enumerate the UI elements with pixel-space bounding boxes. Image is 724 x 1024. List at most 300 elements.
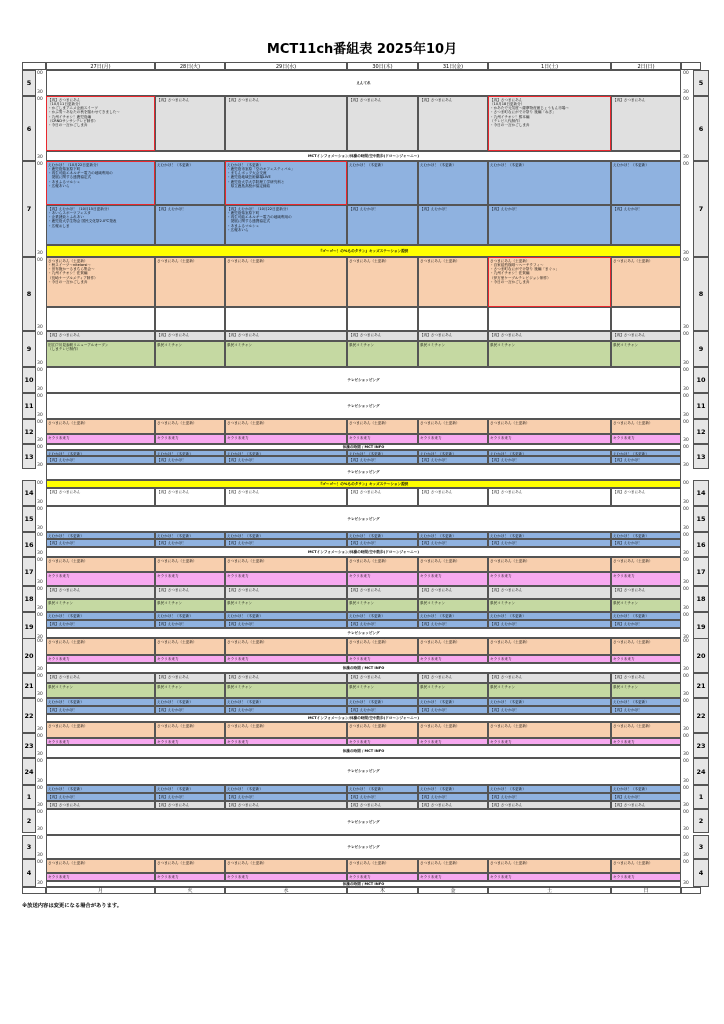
program-cell: 【再】えむかほ！: [611, 456, 681, 464]
program-cell: 【再】えむかほ！: [488, 205, 611, 245]
program-cell: 【再】さつまにあん: [225, 673, 347, 683]
hour-label-left: 6: [22, 96, 36, 161]
program-cell: さつまにあん（土更新）: [611, 557, 681, 572]
program-cell: 【再】さつまにあん: [488, 488, 611, 506]
program-cell: キラリ未来力: [418, 738, 488, 745]
minute-label: 30: [37, 881, 43, 886]
minute-label: 00: [683, 639, 689, 644]
day-footer: 水: [225, 887, 347, 894]
hour-label-left: 19: [22, 612, 36, 641]
program-cell: えむかほ！（木更新）: [46, 532, 155, 539]
program-cell: さつまにあん（土更新）: [418, 557, 488, 572]
program-full-row: テレビショッピング: [46, 464, 681, 480]
hour-label-left: 11: [22, 393, 36, 419]
program-cell: 【再】えむかほ！: [418, 793, 488, 801]
minute-label: 30: [683, 881, 689, 886]
program-cell: さつまにあん（土更新）: [347, 257, 418, 307]
program-full-row: MCTインフォメーション/体操の時間/空中散歩(ドローンジャーニー): [46, 714, 681, 722]
minute-label: 30: [37, 361, 43, 366]
program-cell: 【再】さつまにあん: [46, 673, 155, 683]
minute-label: 30: [37, 463, 43, 468]
program-cell: 【再】さつまにあん: [418, 586, 488, 599]
minute-label: 30: [37, 752, 43, 757]
minute-label: 30: [37, 551, 43, 556]
program-cell: 県民コミチャン: [155, 599, 225, 612]
program-cell: えむかほ！（木更新）: [418, 612, 488, 620]
minute-label: 00: [37, 332, 43, 337]
hour-label-left: 2: [22, 809, 36, 833]
program-full-row: 体操の時間 / MCT INFO: [46, 881, 681, 887]
minute-label: 00: [37, 587, 43, 592]
program-cell: 【再】えむかほ！: [347, 539, 418, 547]
program-cell: 【再】えむかほ！: [347, 706, 418, 714]
program-cell: さつまにあん（土更新）: [347, 419, 418, 434]
hour-label-left: 5: [22, 70, 36, 96]
program-cell: 【再】えむかほ！: [418, 706, 488, 714]
program-cell: 【再】さつまにあん: [611, 801, 681, 809]
program-cell: 【再】さつまにあん: [46, 488, 155, 506]
minute-label: 00: [37, 674, 43, 679]
program-cell: 【再】えむかほ！: [347, 793, 418, 801]
minute-label: 30: [683, 692, 689, 697]
program-cell: キラリ未来力: [611, 873, 681, 881]
hour-label-left: 18: [22, 586, 36, 612]
program-cell: さつまにあん（土更新）: [155, 859, 225, 873]
program-full-row: 体操の時間 / MCT INFO: [46, 663, 681, 673]
program-cell: えむかほ！（木更新）: [611, 532, 681, 539]
program-cell: キラリ未来力: [611, 655, 681, 663]
hour-label-left: 20: [22, 638, 36, 673]
minute-label: 30: [683, 155, 689, 160]
hour-label-left: 16: [22, 532, 36, 557]
minute-label: 00: [683, 420, 689, 425]
program-cell: 【再】さつまにあん: [155, 331, 225, 341]
minute-label: 30: [37, 325, 43, 330]
hour-label-right: 1: [693, 785, 709, 809]
hour-label-right: 17: [693, 557, 709, 586]
program-cell: 【再】えむかほ！: [488, 793, 611, 801]
hour-label-right: 15: [693, 506, 709, 532]
program-cell: えむかほ！（木更新）: [488, 532, 611, 539]
hour-label-right: 7: [693, 161, 709, 257]
program-cell: さつまにあん（土更新）: [611, 859, 681, 873]
hour-label-left: 8: [22, 257, 36, 331]
page-title: MCT11ch番組表 2025年10月: [266, 42, 458, 57]
program-cell: さつまにあん（土更新）: [225, 419, 347, 434]
program-cell: さつまにあん（土更新）: [347, 722, 418, 738]
minute-label: 00: [37, 481, 43, 486]
program-cell: 【再】えむかほ！: [225, 706, 347, 714]
minute-label: 00: [683, 587, 689, 592]
program-cell: さつまにあん（土更新）: [46, 859, 155, 873]
program-cell: 【再】えむかほ！: [46, 620, 155, 628]
program-full-row: テレビショッピング: [46, 367, 681, 393]
minute-label: 00: [683, 332, 689, 337]
footer-corner: [22, 887, 46, 894]
minute-label: 00: [683, 674, 689, 679]
program-cell: さつまにあん（土更新）: [418, 722, 488, 738]
program-cell: 【再】えむかほ！: [418, 205, 488, 245]
program-cell: 県民コミチャン: [418, 341, 488, 367]
program-cell: 【再】さつまにあん: [155, 801, 225, 809]
hour-label-right: 20: [693, 638, 709, 673]
minute-label: 30: [37, 635, 43, 640]
program-cell: えむかほ！（木更新）: [155, 698, 225, 706]
hour-label-left: 12: [22, 419, 36, 444]
program-cell: [611, 307, 681, 331]
program-cell: さつまにあん（土更新） ・秋スイーツ～nitelarsi～ ・田布施かーるまちら集会～ ・九州イチオシ！佐賀編 （長崎ケーブルメディア制作） ・今日の一言かごしま弁: [46, 257, 155, 307]
minute-label: 00: [37, 368, 43, 373]
program-cell: さつまにあん（土更新）: [488, 557, 611, 572]
minute-label: 30: [683, 325, 689, 330]
program-full-row: MCTインフォメーション/体操の時間/空中散歩(ドローンジャーニー): [46, 547, 681, 557]
program-cell: 【再】さつまにあん: [155, 488, 225, 506]
program-cell: さつまにあん（土更新）: [347, 859, 418, 873]
minute-label: 00: [37, 507, 43, 512]
program-cell: さつまにあん（土更新）: [418, 859, 488, 873]
hour-label-left: 23: [22, 733, 36, 758]
program-cell: 【再】えむかほ！: [488, 706, 611, 714]
minute-label: 00: [37, 810, 43, 815]
program-full-row: 『ゴーゴー！の%ものタウン』キッズステーション提供: [46, 245, 681, 257]
program-cell: キラリ未来力: [155, 738, 225, 745]
program-cell: 【再】さつまにあん: [611, 488, 681, 506]
minute-label: 30: [37, 606, 43, 611]
program-cell: 【再】えむかほ！: [611, 539, 681, 547]
program-cell: えむかほ！（木更新）: [155, 612, 225, 620]
program-cell: [488, 307, 611, 331]
program-cell: キラリ未来力: [488, 572, 611, 586]
program-cell: キラリ未来力: [225, 434, 347, 444]
program-cell: 【再】えむかほ！: [225, 793, 347, 801]
program-cell: えむかほ！（木更新）: [488, 785, 611, 793]
minute-label: 30: [683, 580, 689, 585]
program-cell: 県民コミチャン: [155, 683, 225, 698]
day-header: 27日(月): [46, 62, 155, 70]
program-cell: さつまにあん（土更新）: [347, 638, 418, 655]
program-cell: 【再】さつまにあん （10月18日更新分） ・かあたで元気度～薩摩物産館じょうもん市場～ ・さつま町なにがでけ祭り 後編「ねぎ」 ・九州イチオシ！熊本編 （テレビ八代制作） ・今日の一言かごしま弁: [488, 96, 611, 151]
hour-label-left: 22: [22, 698, 36, 733]
program-cell: さつまにあん（土更新）: [418, 257, 488, 307]
hour-label-right: 24: [693, 758, 709, 785]
program-cell: キラリ未来力: [347, 434, 418, 444]
program-cell: 【再】えむかほ！: [46, 706, 155, 714]
footer-corner-right: [681, 887, 701, 894]
program-cell: さつまにあん（土更新）: [488, 859, 611, 873]
minute-label: 30: [37, 526, 43, 531]
program-cell: 【再】さつまにあん: [611, 673, 681, 683]
program-cell: キラリ未来力: [46, 738, 155, 745]
minute-label: 30: [683, 251, 689, 256]
minute-label: 30: [683, 438, 689, 443]
program-cell: キラリ未来力: [347, 655, 418, 663]
program-cell: [347, 307, 418, 331]
program-cell: えむかほ！（木更新）: [611, 450, 681, 456]
hour-label-right: 8: [693, 257, 709, 331]
program-cell: 【再】えむかほ！（10月22日更新分） ・鹿児島県室原下町 ・再生可能エネルギー電力の地域利用の 発展に関する連携協定式 ・あまふるマルシェ ・広報あいら: [225, 205, 347, 245]
program-cell: 県民コミチャン: [347, 341, 418, 367]
minute-label: 00: [37, 97, 43, 102]
minute-label: 00: [683, 810, 689, 815]
minute-label: 00: [37, 860, 43, 865]
program-cell: 【再】さつまにあん: [225, 801, 347, 809]
header-corner: [22, 62, 46, 70]
minute-label: 00: [37, 445, 43, 450]
program-cell: 【再】さつまにあん: [225, 96, 347, 151]
day-footer: 金: [418, 887, 488, 894]
program-cell: 県民コミチャン: [225, 341, 347, 367]
minute-label: 30: [683, 361, 689, 366]
program-cell: 【再】えむかほ！: [418, 620, 488, 628]
minute-label: 30: [37, 727, 43, 732]
minute-label: 00: [683, 699, 689, 704]
program-cell: さつまにあん（土更新）: [46, 557, 155, 572]
program-cell: 県民コミチャン: [418, 599, 488, 612]
program-cell: さつまにあん（土更新）: [46, 419, 155, 434]
program-cell: えむかほ！（木更新）: [488, 161, 611, 205]
program-cell: キラリ未来力: [488, 434, 611, 444]
program-cell: 【再】さつまにあん: [418, 488, 488, 506]
program-cell: キラリ未来力: [155, 572, 225, 586]
day-footer: 土: [488, 887, 611, 894]
program-cell: えむかほ！（木更新）: [155, 161, 225, 205]
program-cell: 【再】さつまにあん: [347, 801, 418, 809]
program-cell: さつまにあん（土更新）: [418, 419, 488, 434]
program-cell: 県民コミチャン: [611, 599, 681, 612]
program-cell: 県民コミチャン: [225, 683, 347, 698]
hour-label-right: 5: [693, 70, 709, 96]
program-cell: 【再】さつまにあん （10月11日更新分） ・かごしまアニメ企画スイーツ ・かぶ男～あなたの秋を賑わせてきました～ ・九州イチオシ！鹿児島編 （CRNDサンサンテレビ制作） ・今日の一言かごしま弁: [46, 96, 155, 151]
program-cell: 【再】さつまにあん: [225, 586, 347, 599]
minute-label: 00: [37, 394, 43, 399]
program-cell: 【再】さつまにあん: [611, 331, 681, 341]
minute-label: 30: [683, 727, 689, 732]
program-cell: キラリ未来力: [225, 738, 347, 745]
minute-label: 30: [683, 551, 689, 556]
minute-label: 30: [37, 853, 43, 858]
minute-label: 00: [37, 258, 43, 263]
day-footer: 火: [155, 887, 225, 894]
hour-label-right: 18: [693, 586, 709, 612]
hour-label-right: 21: [693, 673, 709, 698]
minute-label: 00: [683, 836, 689, 841]
program-cell: 県民コミチャン: [488, 341, 611, 367]
program-cell: キラリ未来力: [418, 572, 488, 586]
program-cell: 【再】さつまにあん: [418, 96, 488, 151]
minute-label: 00: [683, 507, 689, 512]
hour-label-left: 17: [22, 557, 36, 586]
program-cell: えむかほ！（木更新）: [488, 698, 611, 706]
minute-label: 00: [37, 71, 43, 76]
program-cell: 【再】さつまにあん: [46, 331, 155, 341]
program-cell: キラリ未来力: [488, 873, 611, 881]
program-cell: 【再】さつまにあん: [347, 331, 418, 341]
minute-label: 00: [683, 258, 689, 263]
program-cell: 県民コミチャン: [46, 683, 155, 698]
program-cell: えむかほ！（木更新）: [225, 785, 347, 793]
program-cell: 【再】えむかほ！: [347, 620, 418, 628]
minute-label: 00: [683, 445, 689, 450]
program-full-row: テレビショッピング: [46, 835, 681, 859]
minute-label: 00: [683, 613, 689, 618]
hour-label-right: 6: [693, 96, 709, 161]
program-cell: さつまにあん（土更新）: [611, 419, 681, 434]
program-cell: さつまにあん（土更新）: [155, 257, 225, 307]
program-cell: えむかほ！（木更新）: [611, 785, 681, 793]
program-cell: 県民コミチャン: [611, 683, 681, 698]
program-cell: キラリ未来力: [611, 572, 681, 586]
minute-label: 30: [37, 500, 43, 505]
minute-label: 00: [683, 71, 689, 76]
program-full-row: 体操の時間 / MCT INFO: [46, 444, 681, 450]
minute-label: 30: [37, 779, 43, 784]
hour-label-left: 14: [22, 480, 36, 506]
program-cell: 【再】えむかほ！: [418, 456, 488, 464]
program-cell: さつまにあん（土更新）: [225, 557, 347, 572]
program-cell: 【再】さつまにあん: [155, 673, 225, 683]
program-cell: えむかほ！（木更新）: [488, 450, 611, 456]
minute-label: 00: [37, 699, 43, 704]
program-cell: さつまにあん（土更新）: [225, 257, 347, 307]
program-cell: 【再】えむかほ！: [488, 620, 611, 628]
program-cell: さつまにあん（土更新）: [488, 638, 611, 655]
minute-label: 00: [683, 162, 689, 167]
program-cell: キラリ未来力: [155, 434, 225, 444]
program-cell: 【再】えむかほ！: [155, 456, 225, 464]
minute-label: 30: [37, 90, 43, 95]
program-cell: えむかほ！（木更新）: [155, 450, 225, 456]
hour-label-left: 1: [22, 785, 36, 809]
program-cell: 【再】さつまにあん: [611, 586, 681, 599]
program-cell: 【再】さつまにあん: [347, 96, 418, 151]
day-header: 30日(木): [347, 62, 418, 70]
minute-label: 30: [683, 606, 689, 611]
program-full-row: テレビショッピング: [46, 506, 681, 532]
program-cell: キラリ未来力: [418, 655, 488, 663]
hour-label-left: 13: [22, 444, 36, 469]
hour-label-right: 19: [693, 612, 709, 641]
hour-label-right: 12: [693, 419, 709, 444]
minute-label: 00: [683, 734, 689, 739]
hour-label-right: 16: [693, 532, 709, 557]
program-cell: 【再】えむかほ！（10月15日更新分） ・あいらスポーツフェスタ ・企業誘致とふれあい ・鹿児島大学生物会 国民文化祭2.0℃発表 ・広報おしま: [46, 205, 155, 245]
program-cell: 【再】えむかほ！: [611, 620, 681, 628]
program-cell: えむかほ！（木更新）: [347, 612, 418, 620]
program-cell: えむかほ！（木更新）: [488, 612, 611, 620]
hour-label-right: 22: [693, 698, 709, 733]
minute-label: 00: [683, 786, 689, 791]
minute-label: 30: [683, 90, 689, 95]
hour-label-left: 7: [22, 161, 36, 257]
program-cell: さつまにあん（土更新）: [225, 638, 347, 655]
program-cell: さつまにあん（土更新）: [46, 638, 155, 655]
hour-label-right: 3: [693, 835, 709, 859]
program-cell: キラリ未来力: [611, 738, 681, 745]
day-header: 31日(金): [418, 62, 488, 70]
program-cell: キラリ未来力: [46, 572, 155, 586]
program-full-row: テレビショッピング: [46, 393, 681, 419]
program-cell: 【再】さつまにあん: [46, 586, 155, 599]
day-footer: 日: [611, 887, 681, 894]
program-full-row: MCTインフォメーション/体操の時間/空中散歩(ドローンジャーニー): [46, 151, 681, 161]
program-cell: [155, 307, 225, 331]
program-cell: さつまにあん（土更新）: [155, 722, 225, 738]
minute-label: 30: [37, 692, 43, 697]
header-corner-right: [681, 62, 701, 70]
program-cell: 【再】えむかほ！: [488, 539, 611, 547]
program-cell: えむかほ！（木更新）: [418, 698, 488, 706]
minute-label: 30: [683, 387, 689, 392]
program-cell: 【再】さつまにあん: [347, 488, 418, 506]
hour-label-left: 4: [22, 859, 36, 887]
hour-label-right: 2: [693, 809, 709, 833]
program-cell: 【再】えむかほ！: [418, 539, 488, 547]
hour-label-left: 10: [22, 367, 36, 393]
program-cell: 【再】えむかほ！: [46, 539, 155, 547]
minute-label: 00: [37, 613, 43, 618]
disclaimer-note: ※放送内容は変更になる場合があります。: [22, 903, 123, 909]
program-cell: 【再】さつまにあん: [155, 96, 225, 151]
program-cell: 【再】えむかほ！: [611, 793, 681, 801]
program-cell: 県民コミチャン: [225, 599, 347, 612]
minute-label: 30: [683, 853, 689, 858]
day-header: 29日(水): [225, 62, 347, 70]
program-cell: えむかほ！（木更新）: [611, 698, 681, 706]
program-cell: えむかほ！（木更新）: [611, 161, 681, 205]
minute-label: 00: [683, 860, 689, 865]
program-cell: 【再】えむかほ！: [225, 620, 347, 628]
minute-label: 30: [683, 463, 689, 468]
program-cell: さつまにあん（土更新）: [155, 419, 225, 434]
hour-label-right: 9: [693, 331, 709, 367]
program-cell: えむかほ！（木更新）: [225, 698, 347, 706]
program-cell: 旧江戸川見参駅リニューアルオープン （しまテレビ制作）: [46, 341, 155, 367]
minute-label: 30: [683, 827, 689, 832]
minute-label: 00: [37, 759, 43, 764]
program-cell: さつまにあん（土更新）: [155, 638, 225, 655]
program-cell: えむかほ！（木更新）: [225, 450, 347, 456]
program-cell: 県民コミチャン: [611, 341, 681, 367]
program-cell: キラリ未来力: [155, 873, 225, 881]
program-cell: えむかほ！（木更新）: [46, 450, 155, 456]
program-cell: 【再】さつまにあん: [347, 673, 418, 683]
program-cell: えむかほ！（木更新）: [46, 612, 155, 620]
program-cell: 【再】えむかほ！: [155, 539, 225, 547]
program-cell: えむかほ！（木更新） ・鹿児島市室原「空のオフェスティバル」 ・まちんポップ大会交流 ・鹿児島地域芸術劇場LIVE ・鹿児島大学大学院理工学研究科と 県立鹿島高校が協定締結: [225, 161, 347, 205]
program-cell: えむかほ！（木更新）: [225, 612, 347, 620]
minute-label: 00: [683, 481, 689, 486]
program-cell: 【再】えむかほ！: [225, 539, 347, 547]
program-cell: さつまにあん（土更新）: [611, 722, 681, 738]
program-cell: [225, 307, 347, 331]
program-cell: えむかほ！（木更新）: [347, 698, 418, 706]
program-cell: キラリ未来力: [225, 873, 347, 881]
program-cell: キラリ未来力: [46, 434, 155, 444]
minute-label: 00: [37, 162, 43, 167]
program-full-row: 体操の時間 / MCT INFO: [46, 745, 681, 758]
day-footer: 月: [46, 887, 155, 894]
minute-label: 00: [683, 533, 689, 538]
program-cell: 【再】えむかほ！: [46, 456, 155, 464]
program-cell: 県民コミチャン: [488, 599, 611, 612]
hour-label-right: 14: [693, 480, 709, 506]
program-cell: 【再】えむかほ！: [611, 205, 681, 245]
day-footer: 木: [347, 887, 418, 894]
program-full-row: えんてれ: [46, 70, 681, 96]
minute-label: 30: [683, 635, 689, 640]
hour-label-left: 15: [22, 506, 36, 532]
program-cell: 【再】えむかほ！: [225, 456, 347, 464]
